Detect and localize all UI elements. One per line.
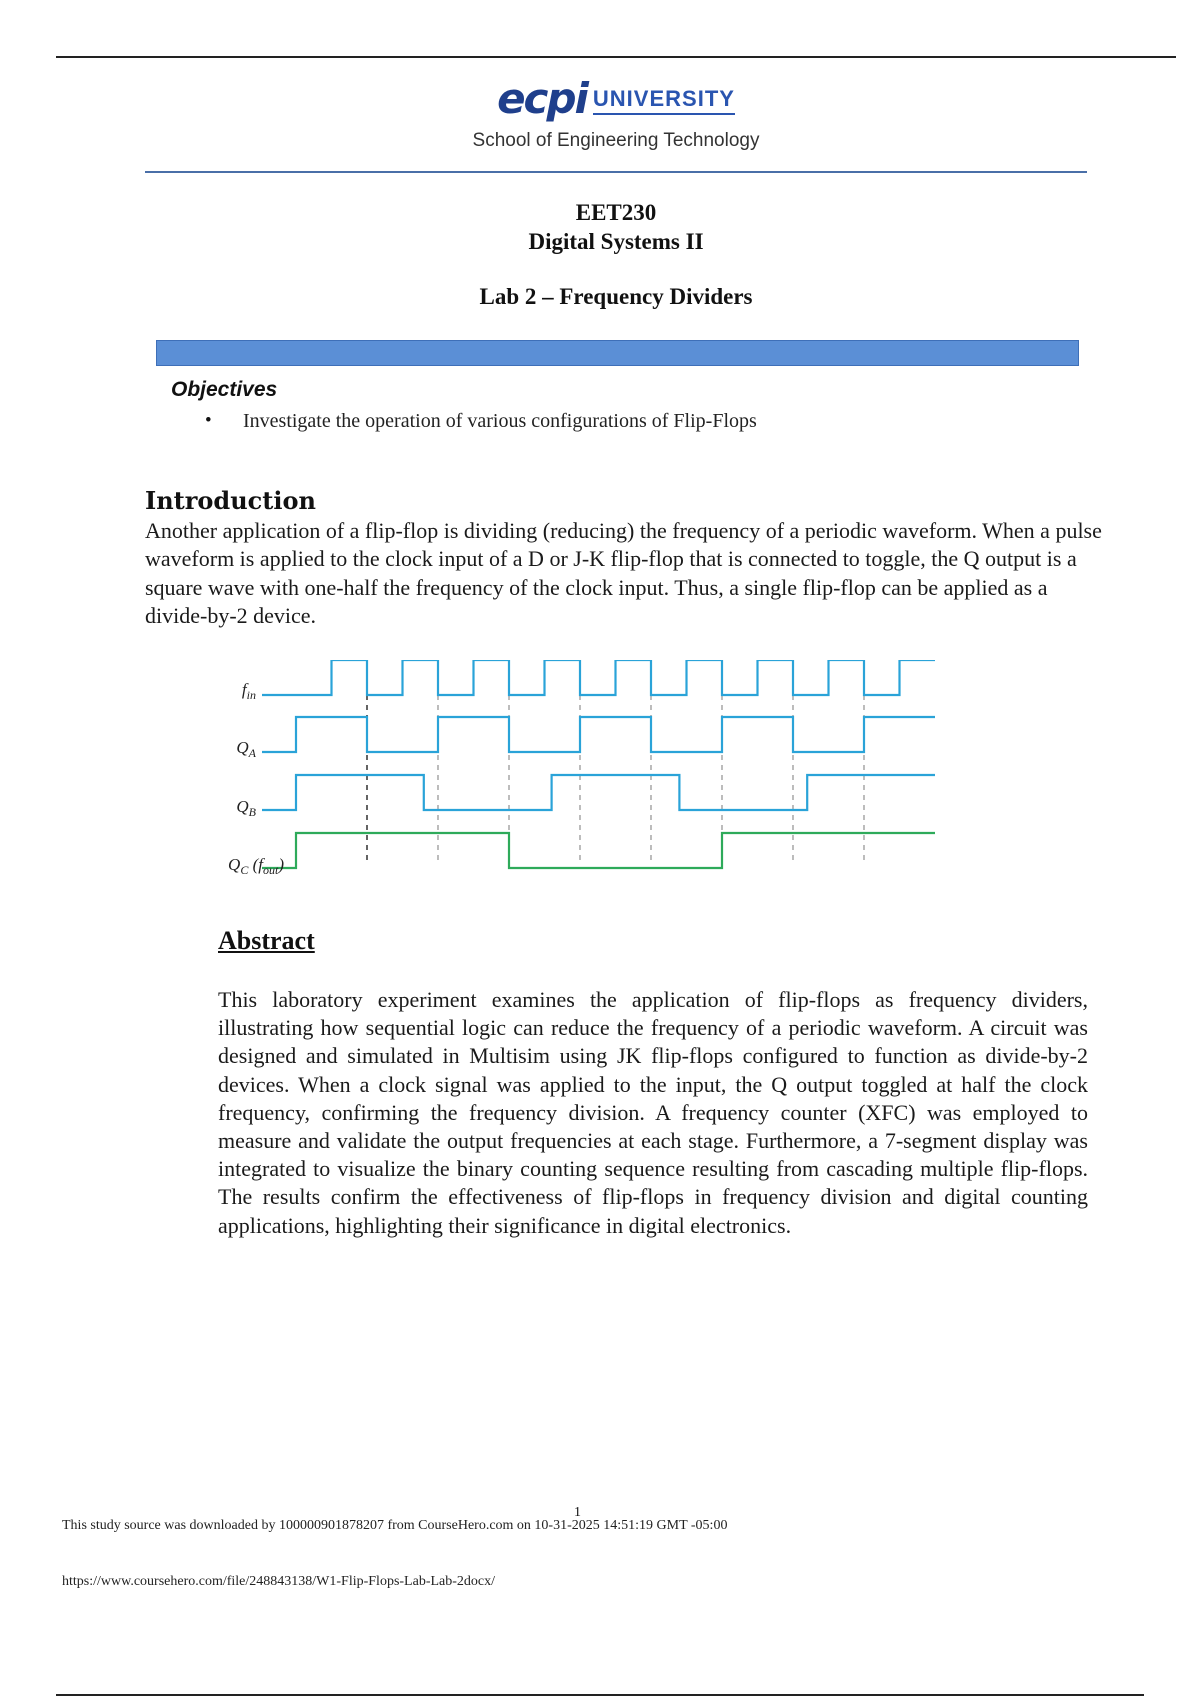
timing-guides [367,695,864,860]
page-number: 1 [574,1505,581,1520]
objectives-heading: Objectives [171,378,278,401]
timing-waveforms [262,660,935,868]
abstract-body: This laboratory experiment examines the application of flip-flops as frequency dividers, illustrating how sequential logic can reduce the frequency of a periodic waveform. A circuit was designed and simulated in Multisim using JK flip-flops configured to function as divide-by-2 devices. When a clock signal was applied to the input, the Q output toggled at half the clock frequency, confirming the frequency division. A frequency counter (XFC) was employed to measure and validate the output frequencies at each stage. Furthermore, a 7-segment display was integrated to visualize the binary counting sequence resulting from cascading multiple flip-flops. The results confirm the effectiveness of flip-flops in frequency division and digital counting applications, highlighting their significance in digital electronics. [218,987,1088,1238]
header-rule [145,171,1087,173]
logo-brand: ecpi [497,74,587,123]
objective-item: Investigate the operation of various configurations of Flip-Flops [243,410,757,432]
source-url[interactable]: https://www.coursehero.com/file/248843138/W1-Flip-Flops-Lab-Lab-2docx/ [62,1574,496,1589]
title-banner-bar [156,340,1079,366]
qc-waveform [262,833,935,868]
introduction-body: Another application of a flip-flop is dividing (reducing) the frequency of a periodic waveform. When a pulse waveform is applied to the clock input of a D or J-K flip-flop that is connected to toggle, the Q output is a square wave with one-half the frequency of the clock input. Thus, a single flip-flop can be applied as a divide-by-2 device. [145,518,1102,628]
ecpi-university-logo [0,74,1200,123]
timing-diagram [196,660,936,890]
fin-waveform [262,660,935,695]
course-name: Digital Systems II [528,229,704,254]
fin-label: $f_{in}$ [241,680,256,702]
qa-waveform [262,717,935,752]
download-notice: This study source was downloaded by 100000901878207 from CourseHero.com on 10-31-2025 14:51:19 GMT -05:00 [62,1518,728,1533]
qa-label: $Q_A$ [236,738,256,760]
lab-title: Lab 2 – Frequency Dividers [479,284,753,309]
course-code: EET230 [575,200,657,225]
qb-waveform [262,775,935,810]
qb-label: $Q_B$ [236,797,256,819]
introduction-heading: Introduction [145,486,316,515]
abstract-heading: Abstract [218,926,315,955]
qc-label: $Q_C$ $(f_{out})$ [228,855,284,877]
top-rule [56,56,1176,58]
logo-word: UNIVERSITY [593,86,735,115]
objective-bullet: • [205,410,212,431]
bottom-rule [56,1694,1144,1696]
school-name: School of Engineering Technology [472,130,760,151]
